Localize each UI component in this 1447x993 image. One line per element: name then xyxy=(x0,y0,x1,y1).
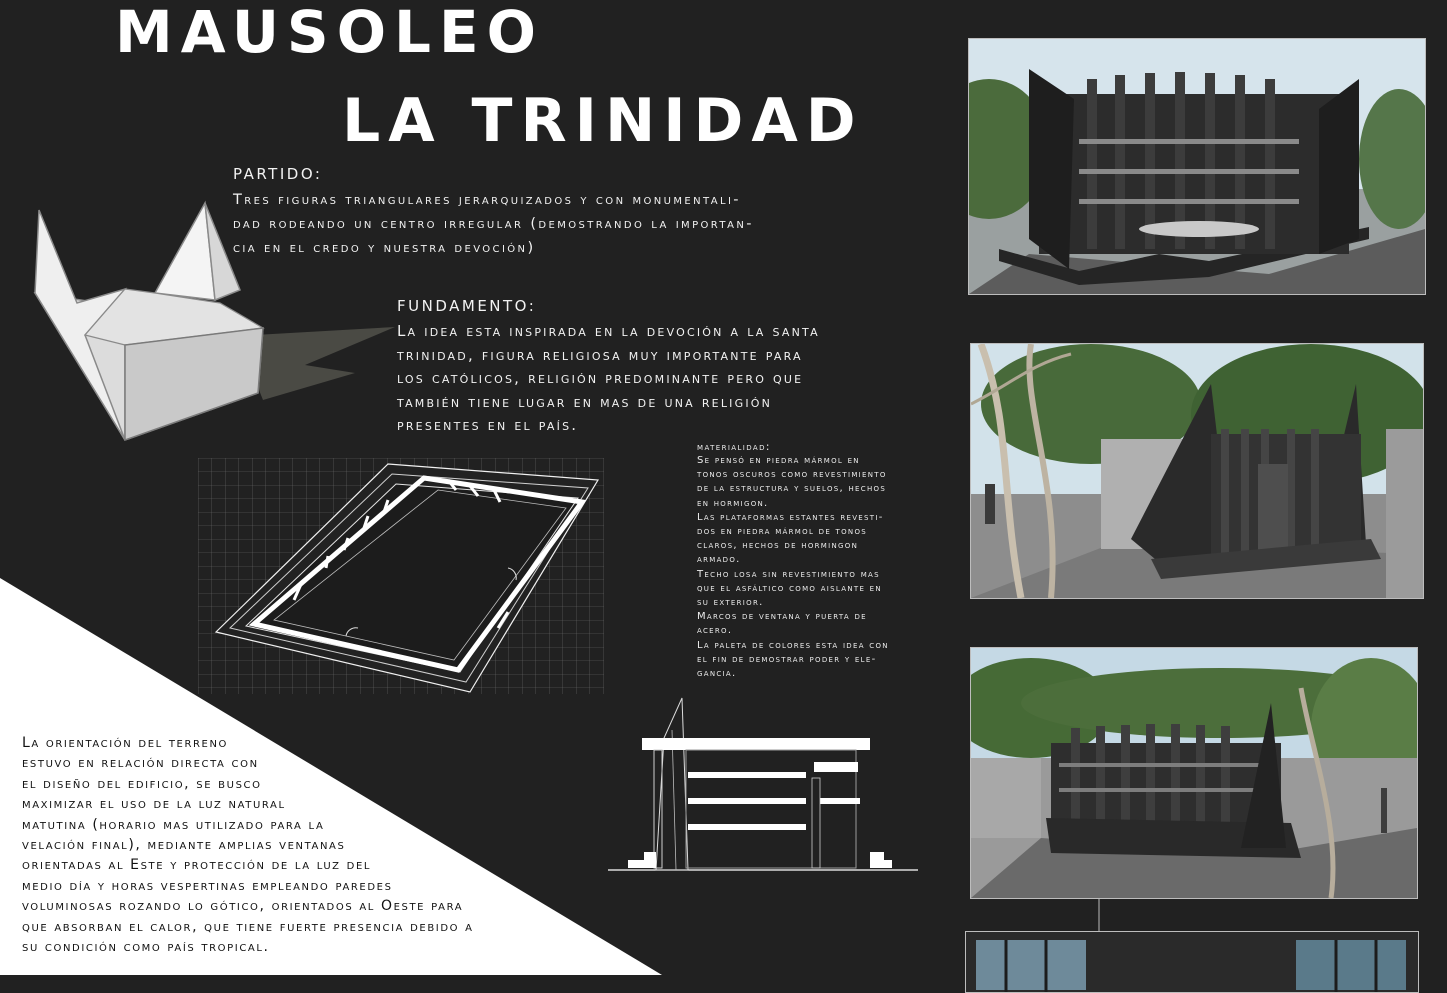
materialidad-text: Se pensó en piedra mármol en tonos oscuros como revestimiento de la estructura y suelos, hechos en hormigon. Las plataformas estantes revesti- dos en piedra mármol de tonos claros, hechos de hormingon armado. Techo losa sin revestimiento mas que el asfáltico como aislante en su exterior. Marcos de ventana y puerta de acero. La paleta de colores esta idea con el fin de demostrar poder y ele- gancia. xyxy=(697,455,889,680)
render-photo-4 xyxy=(965,931,1419,993)
render-photo-3 xyxy=(970,647,1418,899)
floor-plan-drawing xyxy=(198,458,604,694)
title-line-2: LA TRINIDAD xyxy=(342,86,864,156)
render-photo-2 xyxy=(970,343,1424,599)
render-photo-1 xyxy=(968,38,1426,295)
fundamento-heading: FUNDAMENTO: xyxy=(397,297,537,315)
partido-heading: PARTIDO: xyxy=(233,165,323,183)
fundamento-text: La idea esta inspirada en la devoción a la santa trinidad, figura religiosa muy importante para los católicos, religión predominante pero que también tiene lugar en mas de una religión presentes en el país. xyxy=(397,322,820,434)
partido-text: Tres figuras triangulares jerarquizados y con monumentali- dad rodeando un centro irregular (demostrando la importan- cia en el credo y nuestra devoción) xyxy=(233,192,754,256)
orientacion-text: La orientación del terreno estuvo en relación directa con el diseño del edificio, se busco maximizar el uso de la luz natural matutina (horario mas utilizado para la velación final), mediante amplias ventanas orientadas al Este y protección de la luz del medio día y horas vespertinas empleando paredes voluminosas rozando lo gótico, orientados al Oeste para que absorban el calor, que tiene fuerte presencia debido a su condición como país tropical. xyxy=(22,735,474,956)
title-line-1: MAUSOLEO xyxy=(115,0,544,66)
materialidad-heading: materialidad: xyxy=(697,441,771,453)
